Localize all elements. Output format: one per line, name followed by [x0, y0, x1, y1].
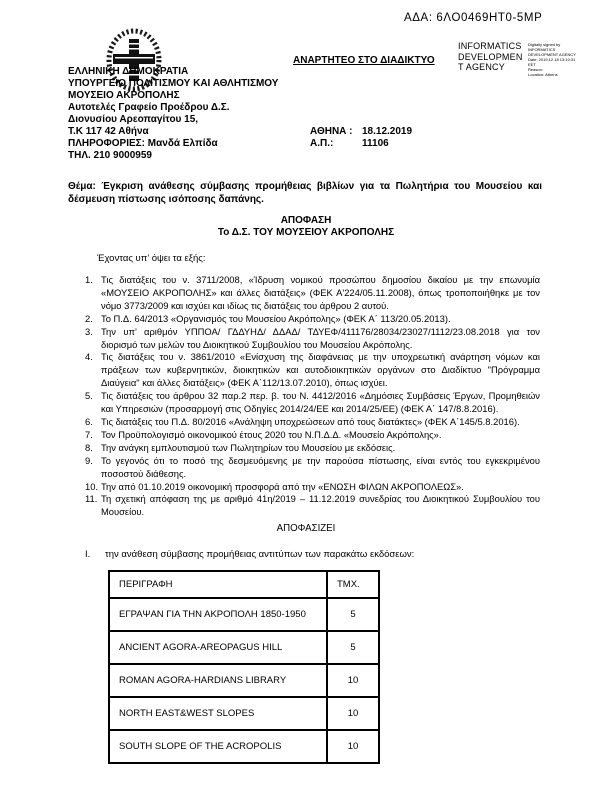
books-table	[108, 570, 380, 764]
book-description: SOUTH SLOPE OF THE ACROPOLIS	[109, 730, 327, 763]
item-number: 5.	[85, 390, 93, 402]
letterhead-line: ΜΟΥΣΕΙΟ ΑΚΡΟΠΟΛΗΣ	[68, 90, 180, 101]
item-text: Τον Προϋπολογισμό οικονομικού έτους 2020 του Ν.Π.Δ.Δ. «Μουσείο Ακρόπολης».	[101, 428, 442, 440]
item-number: 4.	[85, 351, 93, 363]
item-text: Τις διατάξεις του Π.Δ. 80/2016 «Ανάληψη υποχρεώσεων από τους διατάκτες» (ΦΕΚ Α΄145/5.8.2016).	[101, 415, 520, 427]
item-number: 3.	[85, 325, 93, 337]
header-quantity: ΤΜΧ.	[327, 571, 379, 598]
letterhead-line: Τ.Κ 117 42 Αθήνα	[68, 126, 149, 137]
table-header-row	[109, 571, 379, 598]
signature-details	[528, 41, 576, 77]
consideration-item	[85, 313, 540, 326]
book-description: ANCIENT AGORA-AREOPAGUS HILL	[109, 631, 327, 664]
item-number: 6.	[85, 415, 93, 427]
table-row	[109, 598, 379, 631]
item-number: 8.	[85, 441, 93, 453]
decision-header-title: ΑΠΟΦΑΣΗ	[280, 215, 332, 226]
item-number: 9.	[85, 454, 93, 466]
preamble: Έχοντας υπ’ όψει τα εξής:	[97, 253, 206, 264]
decides-heading: ΑΠΟΦΑΣΙΖΕΙ	[276, 523, 336, 535]
book-description: ROMAN AGORA-HARDIANS LIBRARY	[109, 664, 327, 697]
letterhead-line: Διονυσίου Αρεοπαγίτου 15,	[68, 114, 199, 125]
book-description: ΕΓΡΑΨΑΝ ΓΙΑ ΤΗΝ ΑΚΡΟΠΟΛΗ 1850-1950	[109, 598, 327, 631]
date-protocol-block	[310, 126, 412, 150]
consideration-item	[85, 351, 540, 390]
city-date-label: ΑΘΗΝΑ :	[310, 126, 353, 137]
item-number: 7.	[85, 428, 93, 440]
item-number: 10.	[85, 480, 99, 492]
table-row	[109, 730, 379, 763]
item-text: Τις διατάξεις του ν. 3861/2010 «Ενίσχυση της διαφάνειας με την υποχρεωτική ανάρτηση νόμων και πράξεων των κυβερνητικών, διοικητικών και αυτοδιοικητικών οργάνων στο Διαδίκτυο "Πρόγραμμα Διαύγεια" και άλλες διατάξεις» (ΦΕΚ Α΄112/13.07.2010), όπως ισχύει.	[101, 351, 540, 389]
city-date-value: 18.12.2019	[362, 126, 413, 137]
signature-detail-line: DEVELOPMENT AGENCY	[528, 52, 576, 57]
consideration-item	[85, 455, 540, 481]
decision-header	[0, 215, 612, 239]
book-quantity: 10	[327, 697, 379, 730]
book-quantity: 5	[327, 631, 379, 664]
consideration-item	[85, 442, 540, 455]
letterhead	[68, 66, 278, 162]
letterhead-line: Αυτοτελές Γραφείο Προέδρου Δ.Σ.	[68, 102, 230, 113]
header-description: ΠΕΡΙΓΡΑΦΗ	[109, 571, 327, 598]
letterhead-line: ΕΛΛΗΝΙΚΗ ΔΗΜΟΚΡΑΤΙΑ	[68, 66, 189, 77]
internet-posting-notice: ΑΝΑΡΤΗΤΕΟ ΣΤΟ ΔΙΑΔΙΚΤΥΟ	[293, 55, 435, 66]
considerations-list	[85, 274, 540, 519]
table-row	[109, 664, 379, 697]
letterhead-line: ΥΠΟΥΡΓΕΙΟ ΠΟΛΙΤΙΣΜΟΥ ΚΑΙ ΑΘΛΗΤΙΣΜΟΥ	[68, 78, 279, 89]
consideration-item	[85, 326, 540, 352]
signature-detail-line: Reason:	[528, 67, 543, 72]
digital-signature-stamp	[458, 41, 610, 77]
consideration-item	[85, 416, 540, 429]
signature-detail-line: EET	[528, 62, 536, 67]
signature-detail-line: Digitally signed by	[528, 42, 561, 47]
item-text: Τη σχετική απόφαση της με αριθμό 41η/2019 – 11.12.2019 συνεδρίας του Διοικητικού Συμβουλίου του Μουσείου.	[101, 493, 540, 518]
decides-item	[85, 549, 540, 560]
book-description: NORTH EAST&WEST SLOPES	[109, 697, 327, 730]
item-text: Τις διατάξεις του άρθρου 32 παρ.2 περ. β. του Ν. 4412/2016 «Δημόσιες Συμβάσεις Έργων, Προμηθειών και Υπηρεσιών (προσαρμογή στις Οδηγίες 2014/24/ΕΕ και 2014/25/ΕΕ) (ΦΕΚ Α΄ 147/8.8.2016).	[101, 390, 540, 415]
item-number: 1.	[85, 274, 93, 285]
subject-line: Θέμα: Έγκριση ανάθεσης σύμβασης προμήθειας βιβλίων για τα Πωλητήρια του Μουσείου και δέσμευση πίστωσης ισόποσης δαπάνης.	[68, 181, 542, 205]
letterhead-line: ΠΛΗΡΟΦΟΡΙΕΣ: Μανδά Ελπίδα	[68, 138, 218, 149]
consideration-item	[85, 274, 540, 313]
protocol-row	[310, 138, 412, 150]
letterhead-line: ΤΗΛ. 210 9000959	[68, 150, 152, 161]
consideration-item	[85, 429, 540, 442]
item-text: Την υπ’ αριθμόν ΥΠΠΟΑ/ ΓΔΔΥΗΔ/ ΔΔΑΔ/ ΤΔΥΕΦ/411176/28034/23027/1112/23.08.2018 για τον διορισμό των μελών του Διοικητικού Συμβουλίου του Μουσείου Ακρόπολης.	[101, 325, 540, 350]
protocol-label: Α.Π.:	[310, 138, 334, 149]
book-quantity: 5	[327, 598, 379, 631]
ada-code: ΑΔΑ: 6ΛΟ0469ΗΤ0-5ΜΡ	[404, 12, 543, 24]
city-date-row	[310, 126, 412, 138]
protocol-value: 11106	[362, 138, 389, 149]
item-text: Τις διατάξεις του ν. 3711/2008, «Ίδρυση νομικού προσώπου δημοσίου δικαίου με την επωνυμία «ΜΟΥΣΕΙΟ ΑΚΡΟΠΟΛΗΣ» και άλλες διατάξεις» (ΦΕΚ Α'224/05.11.2008), όπως τροποποιήθηκε με τον νόμο 3773/2009 και ισχύει και ιδίως τις διατάξεις του άρθρου 2 αυτού.	[101, 274, 540, 311]
book-quantity: 10	[327, 664, 379, 697]
signature-detail-line: INFORMATICS	[528, 47, 556, 52]
item-text: Την ανάγκη εμπλουτισμού των Πωλητηρίων του Μουσείου με εκδόσεις.	[101, 441, 396, 453]
book-quantity: 10	[327, 730, 379, 763]
item-text: Το γεγονός ότι το ποσό της δεσμευόμενης με την παρούσα πίστωσης, είναι εντός του εγκεκριμένου ποσοστού διάθεσης.	[101, 454, 540, 479]
item-number: 2.	[85, 312, 93, 324]
item-text: Το Π.Δ. 64/2013 «Οργανισμός του Μουσείου Ακρόπολης» (ΦΕΚ Α΄ 113/20.05.2013).	[101, 312, 451, 324]
consideration-item	[85, 493, 540, 519]
signature-agency-name: INFORMATICS DEVELOPMEN T AGENCY	[458, 41, 523, 72]
signature-detail-line: Location: Athens	[528, 72, 558, 77]
table-row	[109, 697, 379, 730]
decision-header-body: Το Δ.Σ. ΤΟΥ ΜΟΥΣΕΙΟΥ ΑΚΡΟΠΟΛΗΣ	[217, 227, 395, 238]
signature-detail-line: Date: 2019.12.18 13:10:31	[528, 57, 576, 62]
item-number: 11.	[85, 493, 98, 505]
decides-item-marker: Ι.	[85, 549, 91, 561]
item-text: Την από 01.10.2019 οικονομική προσφορά από την «ΕΝΩΣΗ ΦΙΛΩΝ ΑΚΡΟΠΟΛΕΩΣ».	[101, 480, 464, 492]
table-row	[109, 631, 379, 664]
document-body	[0, 180, 612, 764]
consideration-item	[85, 390, 540, 416]
consideration-item	[85, 481, 540, 494]
decides-item-text: την ανάθεση σύμβασης προμήθειας αντιτύπων των παρακάτω εκδόσεων:	[105, 549, 415, 561]
